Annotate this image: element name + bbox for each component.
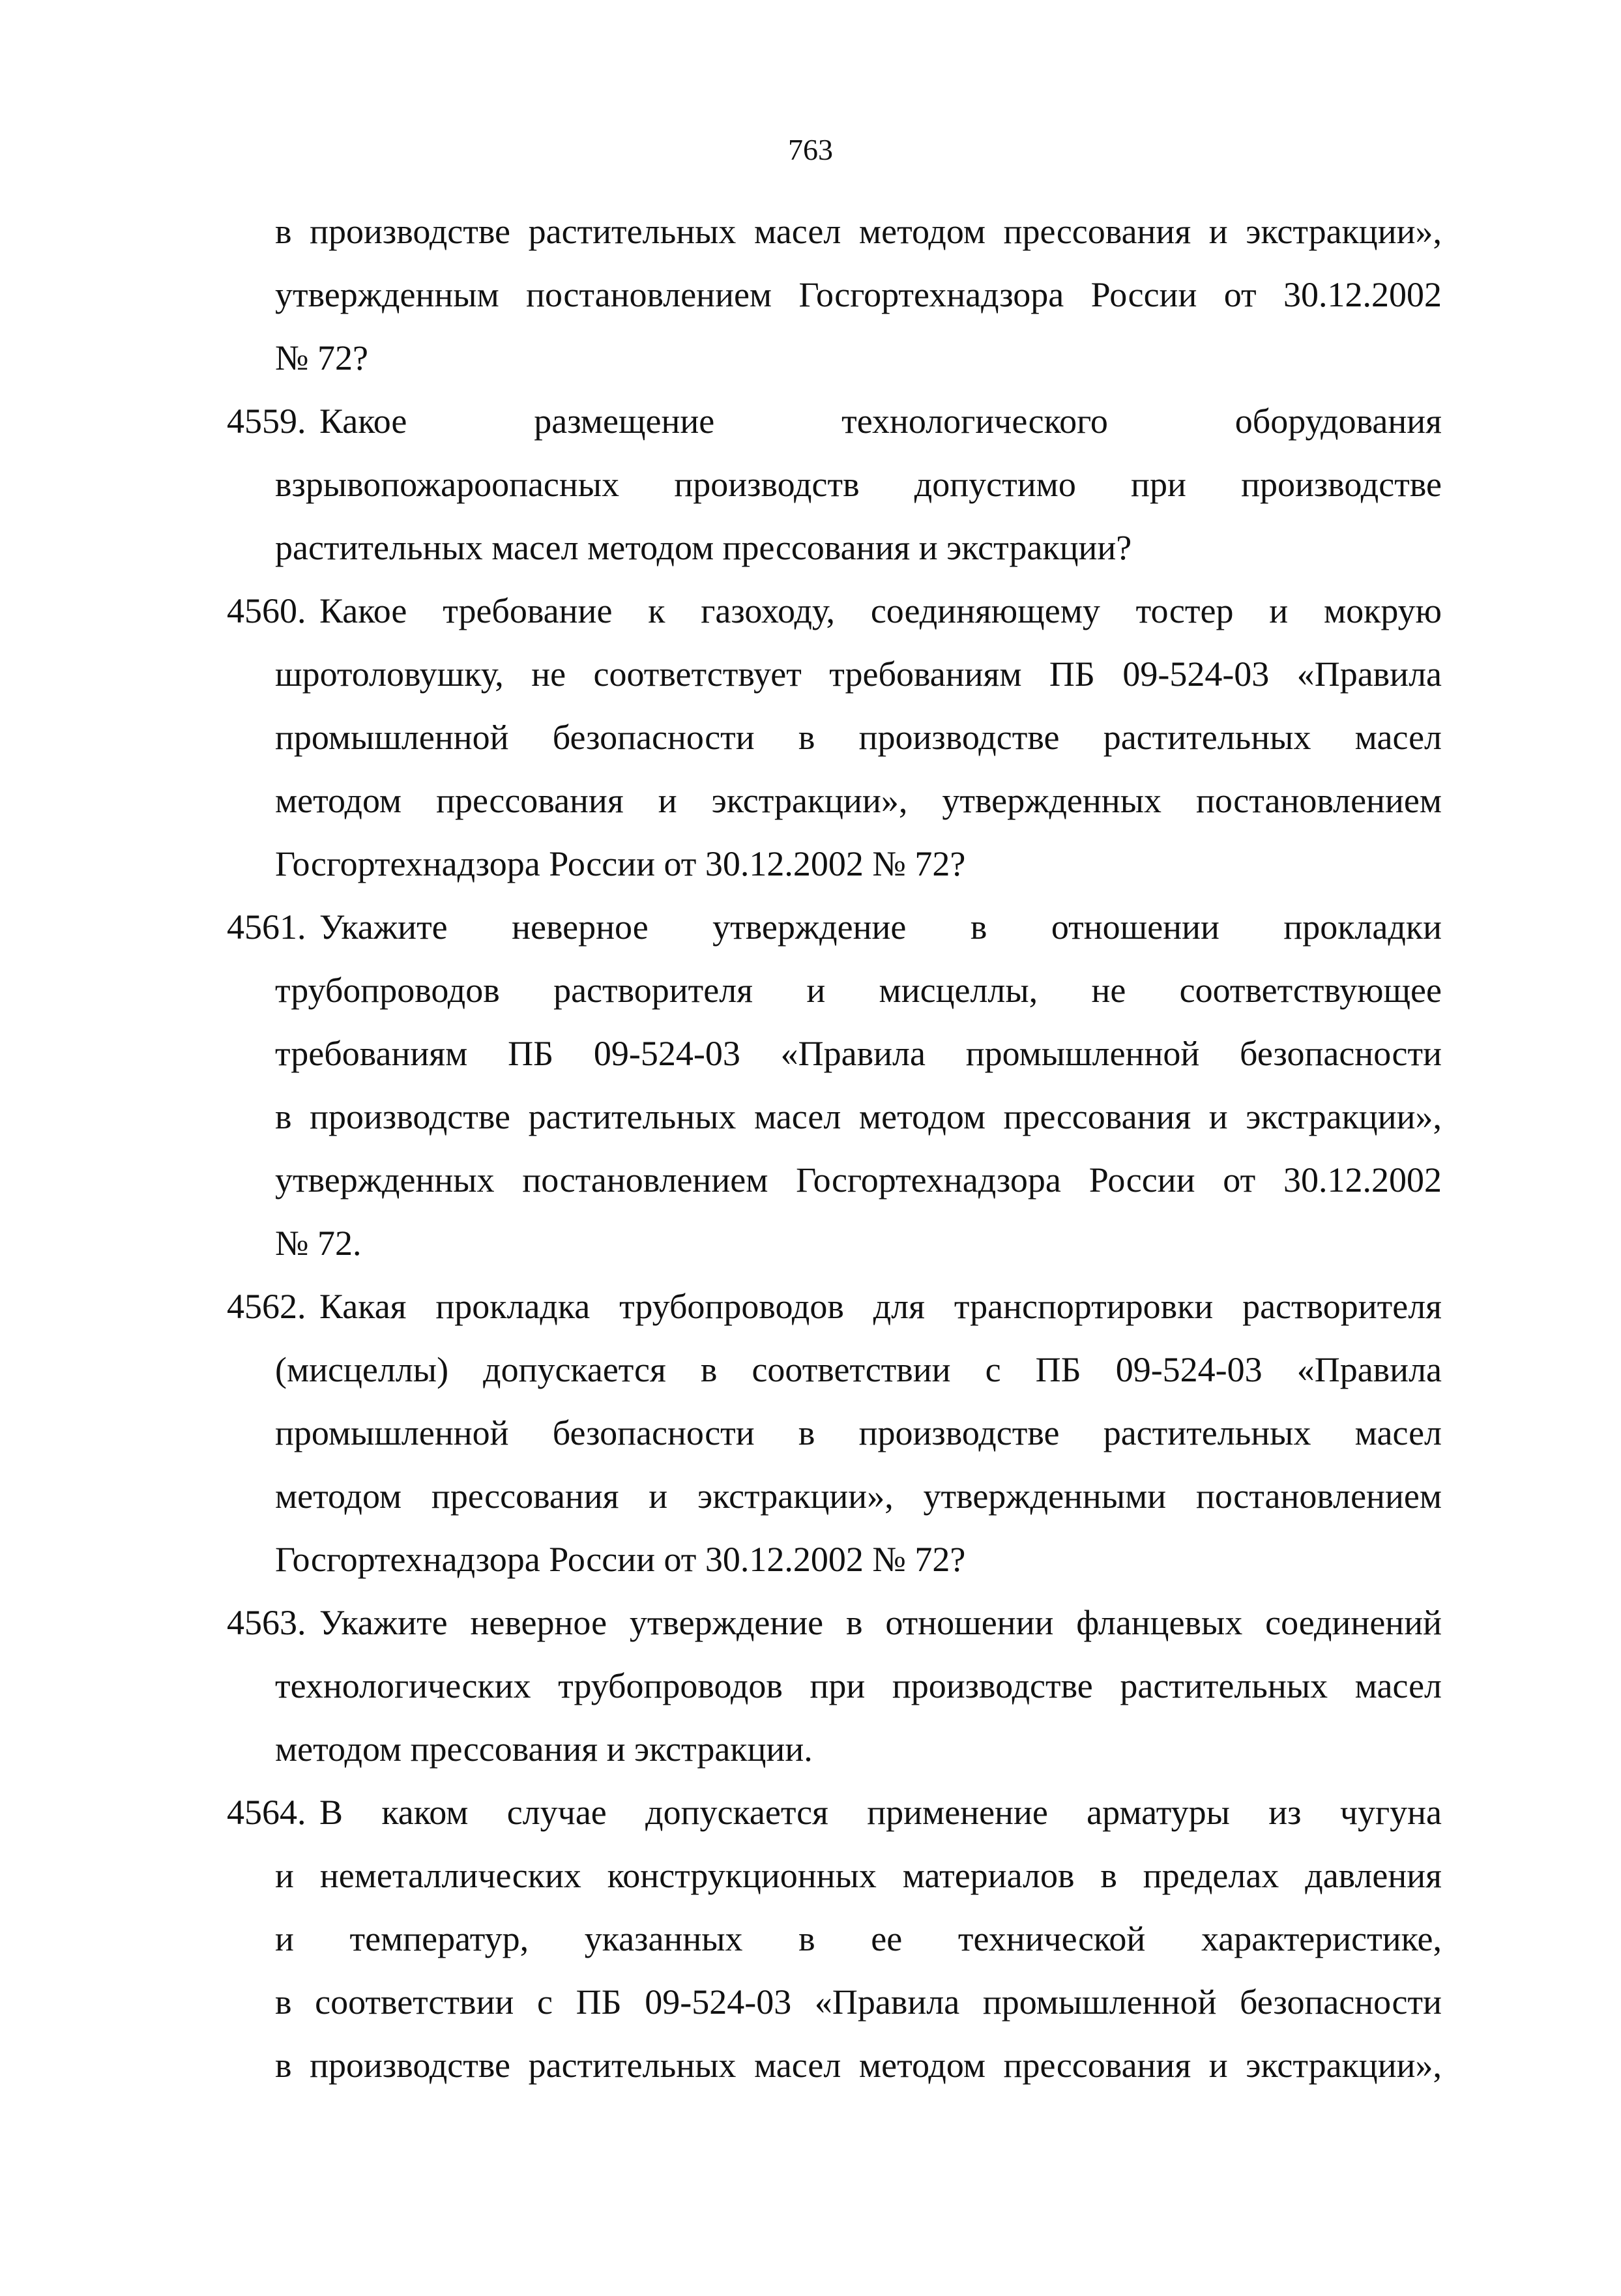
text-line: методом прессования и экстракции. [275, 1729, 813, 1769]
text-line: шротоловушку, не соответствует требованиям ПБ 09-524-03 «Правила [275, 655, 1442, 694]
text-line: Какая прокладка трубопроводов для транспортировки растворителя [319, 1287, 1442, 1326]
text-line: Укажите неверное утверждение в отношении прокладки [319, 907, 1442, 947]
question-number: 4563. [227, 1603, 306, 1642]
question-number: 4560. [227, 591, 306, 630]
question-number: 4564. [227, 1793, 306, 1832]
text-line: в производстве растительных масел методом прессования и экстракции», [275, 1097, 1442, 1136]
text-line: № 72? [275, 338, 368, 377]
text-line: взрывопожароопасных производств допустимо при производстве [275, 465, 1442, 504]
text-line: в соответствии с ПБ 09-524-03 «Правила промышленной безопасности [275, 1982, 1442, 2022]
text-line: технологических трубопроводов при производстве растительных масел [275, 1666, 1442, 1705]
text-line: Укажите неверное утверждение в отношении фланцевых соединений [319, 1603, 1442, 1642]
text-line: и температур, указанных в ее технической характеристике, [275, 1919, 1442, 1958]
text-line: Госгортехнадзора России от 30.12.2002 № 72? [275, 844, 966, 883]
text-line: В каком случае допускается применение арматуры из чугуна [319, 1793, 1442, 1832]
text-line: и неметаллических конструкционных материалов в пределах давления [275, 1856, 1442, 1895]
text-line: требованиям ПБ 09-524-03 «Правила промышленной безопасности [275, 1034, 1442, 1073]
text-line: (мисцеллы) допускается в соответствии с ПБ 09-524-03 «Правила [275, 1350, 1442, 1389]
page-number: 763 [788, 133, 833, 166]
text-line: растительных масел методом прессования и экстракции? [275, 528, 1132, 567]
question-number: 4561. [227, 907, 306, 947]
question-number: 4559. [227, 402, 306, 441]
text-line: промышленной безопасности в производстве растительных масел [275, 1413, 1442, 1452]
text-line: Какое требование к газоходу, соединяющему тостер и мокрую [319, 591, 1442, 630]
text-line: трубопроводов растворителя и мисцеллы, не соответствующее [275, 971, 1442, 1010]
text-line: № 72. [275, 1224, 362, 1263]
text-line: методом прессования и экстракции», утвержденными постановлением [275, 1477, 1442, 1516]
text-line: Госгортехнадзора России от 30.12.2002 № 72? [275, 1540, 966, 1579]
text-line: в производстве растительных масел методом прессования и экстракции», [275, 212, 1442, 251]
text-line: утвержденным постановлением Госгортехнадзора России от 30.12.2002 [275, 275, 1442, 314]
text-line: в производстве растительных масел методом прессования и экстракции», [275, 2046, 1442, 2085]
question-number: 4562. [227, 1287, 306, 1326]
text-line: Какое размещение технологического оборудования [319, 402, 1442, 441]
text-line: утвержденных постановлением Госгортехнадзора России от 30.12.2002 [275, 1160, 1442, 1200]
text-line: методом прессования и экстракции», утвержденных постановлением [275, 781, 1442, 820]
text-line: промышленной безопасности в производстве растительных масел [275, 718, 1442, 757]
